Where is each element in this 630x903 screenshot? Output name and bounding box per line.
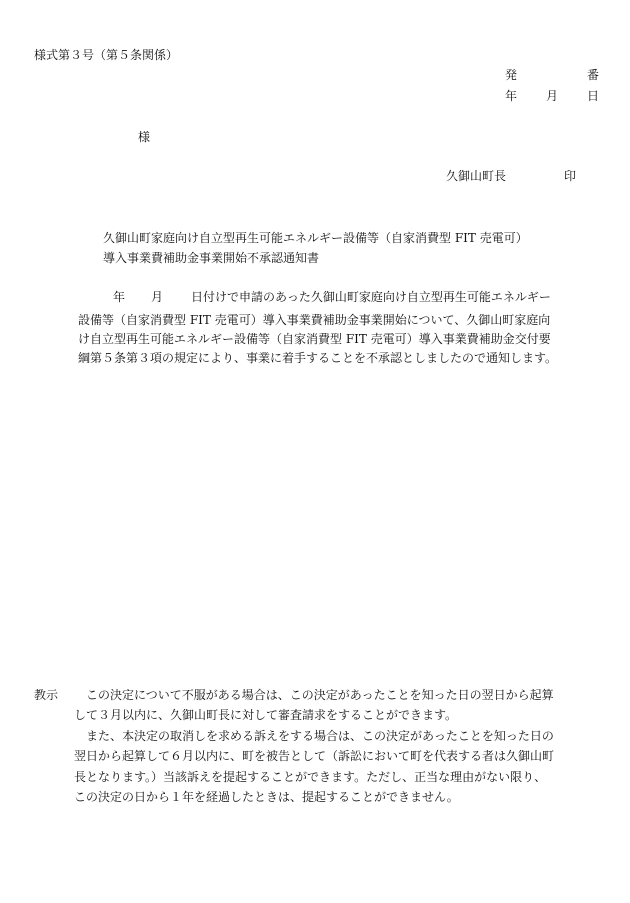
body-year-label: 年	[113, 290, 126, 304]
body-line-4: 綱第５条第３項の規定により、事業に着手することを不承認としましたので通知します。	[78, 351, 558, 365]
seal-mark: 印	[564, 169, 577, 183]
body-line-1: 日付けで申請のあった久御山町家庭向け自立型再生可能エネルギー	[191, 290, 551, 304]
notice-line-2a: また、本決定の取消しを求める訴えをする場合は、この決定があったことを知った日の	[86, 729, 554, 743]
issuer-name: 久御山町長	[446, 169, 507, 183]
body-line-3: け自立型再生可能エネルギー設備等（自家消費型 FIT 売電可）導入事業費補助金交付要	[78, 332, 551, 346]
year-label: 年	[505, 89, 518, 103]
notice-line-2b: 翌日から起算して６月以内に、町を被告として（訴訟において町を代表する者は久御山町	[74, 749, 555, 763]
notice-label: 教示	[34, 688, 59, 702]
document-title-line-2: 導入事業費補助金事業開始不承認通知書	[103, 251, 320, 265]
body-line-2: 設備等（自家消費型 FIT 売電可）導入事業費補助金事業開始について、久御山町家庭向	[78, 313, 551, 327]
addressee-honorific: 様	[138, 130, 151, 144]
notice-line-2c: 長となります。）当該訴えを提起することができます。ただし、正当な理由がない限り、	[74, 770, 547, 784]
issue-date-row	[505, 90, 599, 102]
number-label: 番	[586, 68, 599, 82]
day-label: 日	[586, 89, 599, 103]
form-number: 様式第３号（第５条関係）	[34, 48, 179, 62]
month-label: 月	[545, 89, 558, 103]
notice-line-1b: して３月以内に、久御山町長に対して審査請求をすることができます。	[74, 708, 458, 722]
notice-line-1a: この決定について不服がある場合は、この決定があったことを知った日の翌日から起算	[86, 688, 554, 702]
document-title-line-1: 久御山町家庭向け自立型再生可能エネルギー設備等（自家消費型 FIT 売電可）	[103, 231, 528, 245]
issue-number-row	[505, 69, 599, 81]
issue-label: 発	[505, 68, 518, 82]
notice-line-2d: この決定の日から１年を経過したときは、提起することができません。	[74, 790, 459, 804]
body-month-label: 月	[151, 290, 164, 304]
